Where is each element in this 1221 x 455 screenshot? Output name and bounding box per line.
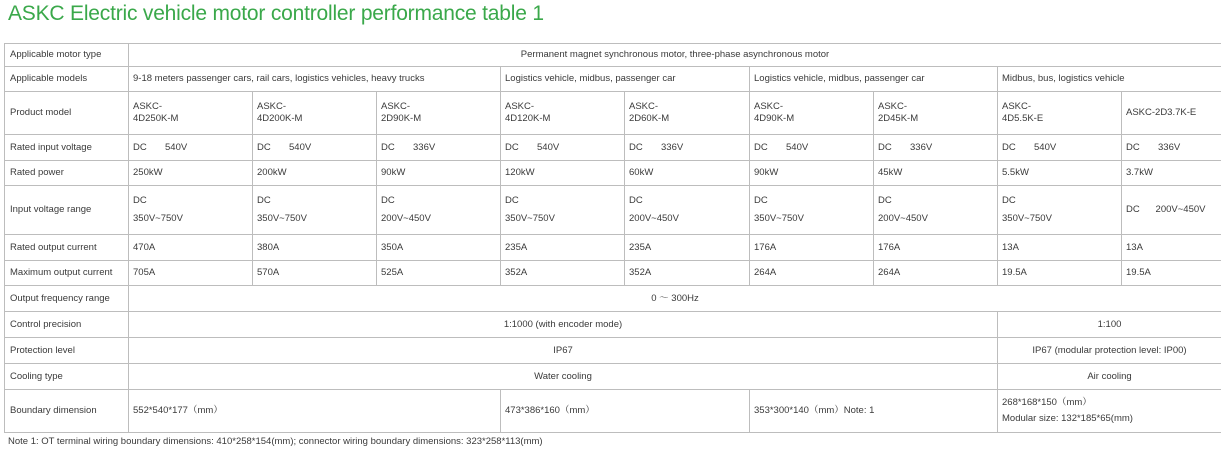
table-cell: 250kW: [129, 161, 253, 186]
table-cell: Water cooling: [129, 364, 998, 390]
table-cell: Air cooling: [998, 364, 1221, 390]
table-row: [5, 44, 1221, 67]
table-cell: IP67: [129, 338, 998, 364]
row-label: Input voltage range: [5, 186, 129, 235]
row-label: Control precision: [5, 312, 129, 338]
table-cell: DC 200V~450V: [1122, 186, 1221, 235]
row-label: Protection level: [5, 338, 129, 364]
table-cell: DC 336V: [874, 135, 998, 161]
table-cell: DC 540V: [129, 135, 253, 161]
table-cell: DC 336V: [377, 135, 501, 161]
table-row: [5, 312, 1221, 338]
table-cell: 352A: [625, 261, 750, 286]
table-cell: DC 350V~750V: [253, 186, 377, 235]
table-cell: 176A: [874, 235, 998, 261]
row-label: Rated input voltage: [5, 135, 129, 161]
row-label: Maximum output current: [5, 261, 129, 286]
table-row: [5, 186, 1221, 235]
table-cell: DC 200V~450V: [874, 186, 998, 235]
table-cell: DC 350V~750V: [501, 186, 625, 235]
table-cell: 235A: [501, 235, 625, 261]
table-cell: 525A: [377, 261, 501, 286]
table-cell: 235A: [625, 235, 750, 261]
table-row: [5, 364, 1221, 390]
table-cell: 120kW: [501, 161, 625, 186]
table-cell: DC 336V: [1122, 135, 1221, 161]
table-cell: DC 350V~750V: [998, 186, 1122, 235]
table-cell: 13A: [1122, 235, 1221, 261]
footnote: Note 1: OT terminal wiring boundary dimensions: 410*258*154(mm); connector wiring boundary dimensions: 323*258*113(mm): [8, 436, 543, 447]
table-cell: 200kW: [253, 161, 377, 186]
row-label: Cooling type: [5, 364, 129, 390]
table-cell: 9-18 meters passenger cars, rail cars, logistics vehicles, heavy trucks: [129, 67, 501, 92]
table-cell: DC 540V: [501, 135, 625, 161]
table-cell: DC 200V~450V: [625, 186, 750, 235]
table-cell: 1:1000 (with encoder mode): [129, 312, 998, 338]
table-cell: 19.5A: [1122, 261, 1221, 286]
table-row: [5, 235, 1221, 261]
table-cell: 380A: [253, 235, 377, 261]
table-cell: ASKC- 4D5.5K-E: [998, 92, 1122, 135]
table-cell: ASKC- 4D250K-M: [129, 92, 253, 135]
table-cell: 264A: [874, 261, 998, 286]
table-cell: ASKC- 2D60K-M: [625, 92, 750, 135]
table-cell: DC 200V~450V: [377, 186, 501, 235]
table-cell: DC 336V: [625, 135, 750, 161]
table-cell: 5.5kW: [998, 161, 1122, 186]
table-cell: Logistics vehicle, midbus, passenger car: [750, 67, 998, 92]
table-cell: 45kW: [874, 161, 998, 186]
table-cell: 13A: [998, 235, 1122, 261]
row-label: Boundary dimension: [5, 390, 129, 433]
row-label: Product model: [5, 92, 129, 135]
table-cell: DC 540V: [750, 135, 874, 161]
table-cell: Midbus, bus, logistics vehicle: [998, 67, 1221, 92]
table-row: [5, 261, 1221, 286]
table-cell: DC 350V~750V: [750, 186, 874, 235]
table-cell: ASKC- 4D120K-M: [501, 92, 625, 135]
table-cell: IP67 (modular protection level: IP00): [998, 338, 1221, 364]
spec-table: [4, 43, 1221, 433]
table-cell: ASKC-2D3.7K-E: [1122, 92, 1221, 135]
table-cell: ASKC- 4D200K-M: [253, 92, 377, 135]
table-row: [5, 286, 1221, 312]
table-row: [5, 338, 1221, 364]
table-cell: 264A: [750, 261, 874, 286]
table-cell: 176A: [750, 235, 874, 261]
page-title: ASKC Electric vehicle motor controller performance table 1: [8, 2, 544, 25]
table-cell: 352A: [501, 261, 625, 286]
table-cell: 705A: [129, 261, 253, 286]
table-cell: 350A: [377, 235, 501, 261]
table-cell: 90kW: [377, 161, 501, 186]
row-label: Applicable motor type: [5, 44, 129, 67]
table-cell: ASKC- 2D90K-M: [377, 92, 501, 135]
table-cell: 90kW: [750, 161, 874, 186]
table-cell: 353*300*140（mm）Note: 1: [750, 390, 998, 433]
table-cell: DC 540V: [253, 135, 377, 161]
table-cell: ASKC- 2D45K-M: [874, 92, 998, 135]
table-cell: 470A: [129, 235, 253, 261]
table-cell: 473*386*160（mm）: [501, 390, 750, 433]
row-label: Applicable models: [5, 67, 129, 92]
table-cell: Logistics vehicle, midbus, passenger car: [501, 67, 750, 92]
table-cell: 3.7kW: [1122, 161, 1221, 186]
table-row: [5, 67, 1221, 92]
table-row: [5, 92, 1221, 135]
table-row: [5, 161, 1221, 186]
table-cell: DC 540V: [998, 135, 1122, 161]
table-cell: 570A: [253, 261, 377, 286]
table-cell: 1:100: [998, 312, 1221, 338]
table-cell: 268*168*150（mm） Modular size: 132*185*65(mm): [998, 390, 1221, 433]
row-label: Output frequency range: [5, 286, 129, 312]
table-cell: 0 ～ 300Hz: [129, 286, 1221, 312]
row-label: Rated power: [5, 161, 129, 186]
table-cell: 19.5A: [998, 261, 1122, 286]
table-cell: DC 350V~750V: [129, 186, 253, 235]
table-cell: Permanent magnet synchronous motor, three-phase asynchronous motor: [129, 44, 1221, 67]
table-cell: 60kW: [625, 161, 750, 186]
table-row: [5, 135, 1221, 161]
table-cell: ASKC- 4D90K-M: [750, 92, 874, 135]
table-row: [5, 390, 1221, 433]
row-label: Rated output current: [5, 235, 129, 261]
table-cell: 552*540*177（mm）: [129, 390, 501, 433]
